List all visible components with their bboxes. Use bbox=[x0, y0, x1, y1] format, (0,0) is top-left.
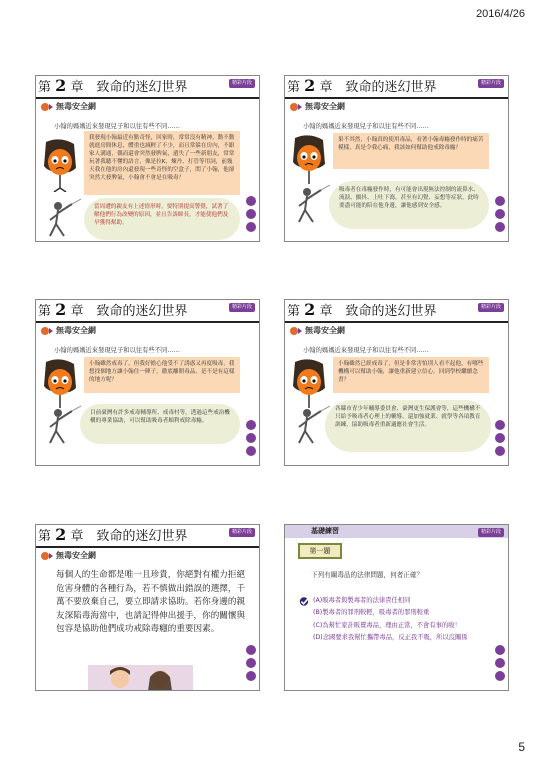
nav-home-button[interactable] bbox=[246, 446, 256, 456]
question-label: 第一題 bbox=[298, 543, 342, 559]
intro-text: 小翰的媽媽近來發現兒子和以往有些不同…… bbox=[303, 123, 429, 130]
option-a[interactable]: (A)販毒者與製毒者的法律責任相同 bbox=[299, 595, 499, 607]
nav-home-button[interactable] bbox=[495, 446, 505, 456]
nav-buttons bbox=[495, 645, 505, 684]
practice-header: 基礎練習 bbox=[285, 525, 508, 538]
chapter-heading: 第 2 章 致命的迷幻世界 bbox=[38, 300, 188, 319]
section-title: 無毒安全網 bbox=[40, 550, 96, 561]
nav-prev-button[interactable] bbox=[246, 420, 256, 430]
section-title: 無毒安全網 bbox=[289, 101, 345, 112]
slide-5 bbox=[35, 524, 260, 691]
section-title: 無毒安全網 bbox=[40, 325, 96, 336]
print-date: 2016/4/26 bbox=[476, 8, 525, 20]
advice-box: 當周遭的親友有上述情形時，要特別提高警覺，試著了解他們行為改變的原因，並且告訴師長，才能使他們及早獲得幫助。 bbox=[84, 198, 240, 240]
anti-drug-icon bbox=[289, 326, 303, 336]
advice-box: 目前臺灣有許多戒毒輔導所、戒毒村等，透過這些戒治機構的專業協助，可以幫助吸毒者順利戒除毒癮。 bbox=[80, 404, 240, 444]
mother-character-icon bbox=[289, 358, 329, 412]
closing-message: 每個人的生命都是唯一且珍貴，你絕對有權力拒絕危害身體的各種行為，若不慎做出錯誤的選擇，千萬不要放棄自己，要立即請求協助。若你身邊的親友深陷毒海當中，也請記得伸出援手，你的關懷與包容是協助他們成功戒除毒癮的重要因素。 bbox=[56, 570, 246, 634]
chapter-heading: 第 2 章 致命的迷幻世界 bbox=[38, 525, 188, 544]
nav-prev-button[interactable] bbox=[495, 645, 505, 655]
nav-next-button[interactable] bbox=[246, 209, 256, 219]
nav-next-button[interactable] bbox=[495, 209, 505, 219]
chapter-rule bbox=[285, 321, 508, 323]
fencer-icon bbox=[42, 198, 82, 238]
advice-box: 吸毒者在毒癮發作時，有可能會出現無法控制的流鼻水、流淚、顫抖、上吐下瀉，甚至有幻覺、妄想等症狀，此時要盡可能的陪在他身邊，讓他感到安全感。 bbox=[329, 181, 489, 229]
nav-buttons bbox=[246, 420, 256, 459]
highlight-badge: 精彩片段 bbox=[229, 303, 255, 312]
nav-next-button[interactable] bbox=[495, 658, 505, 668]
intro-text: 小翰的媽媽近來發現兒子和以往有些不同…… bbox=[54, 123, 180, 130]
question-text: 下列有關毒品的法律問題，何者正確？ bbox=[311, 571, 424, 579]
highlight-badge: 精彩片段 bbox=[229, 528, 255, 537]
nav-prev-button[interactable] bbox=[246, 645, 256, 655]
nav-prev-button[interactable] bbox=[495, 420, 505, 430]
chapter-heading: 第 2 章 致命的迷幻世界 bbox=[38, 76, 188, 95]
nav-buttons bbox=[246, 645, 256, 684]
chapter-heading: 第 2 章 致命的迷幻世界 bbox=[287, 76, 437, 95]
slide-3 bbox=[35, 299, 260, 466]
chapter-heading: 第 2 章 致命的迷幻世界 bbox=[287, 300, 437, 319]
nav-next-button[interactable] bbox=[246, 658, 256, 668]
nav-home-button[interactable] bbox=[495, 671, 505, 681]
highlight-badge: 精彩片段 bbox=[478, 528, 504, 537]
mother-speech-box: 我發現小翰最近有點奇怪，回家時，常常沒有精神，動不動就進房間休息，體重也減輕了不少，而且常躲在房內，不跟家人溝通，偶而還會突然發脾氣，遺失了一些新朋友，常常玩著我聽不懂的語言，像是拉K、煉丹、打管等用詞，前幾天我在他的房內還發現一些奇怪的空盒子，問了小翰，他卻突然大發脾氣，小翰會不會是在吸毒？ bbox=[84, 131, 240, 195]
section-title: 無毒安全網 bbox=[40, 101, 96, 112]
nav-prev-button[interactable] bbox=[246, 196, 256, 206]
nav-home-button[interactable] bbox=[246, 222, 256, 232]
highlight-badge: 精彩片段 bbox=[478, 303, 504, 312]
mother-character-icon bbox=[289, 134, 329, 188]
anti-drug-icon bbox=[40, 326, 54, 336]
highlight-badge: 精彩片段 bbox=[229, 79, 255, 88]
chapter-rule bbox=[36, 546, 259, 548]
answer-options bbox=[299, 595, 499, 645]
slide-6 bbox=[284, 524, 509, 691]
section-title: 無毒安全網 bbox=[289, 325, 345, 336]
slide-1 bbox=[35, 75, 260, 242]
intro-text: 小翰的媽媽近來發現兒子和以往有些不同…… bbox=[303, 347, 429, 354]
slide-4 bbox=[284, 299, 509, 466]
nav-prev-button[interactable] bbox=[495, 196, 505, 206]
anti-drug-icon bbox=[40, 102, 54, 112]
intro-text: 小翰的媽媽近來發現兒子和以往有些不同…… bbox=[54, 347, 180, 354]
mother-character-icon bbox=[40, 138, 80, 192]
nav-buttons bbox=[495, 420, 505, 459]
nav-home-button[interactable] bbox=[246, 671, 256, 681]
option-d[interactable]: (D)念國要求我幫忙攜帶毒品，反正我不吸，所以沒關係 bbox=[313, 634, 468, 642]
nav-buttons bbox=[246, 196, 256, 235]
mother-character-icon bbox=[40, 358, 80, 412]
mother-speech-box: 果不其然，小翰真的使用毒品，看著小翰毒癮發作時的痛苦模樣，真是令我心痛，我該如何幫助他戒除毒癮？ bbox=[333, 133, 489, 169]
chapter-rule bbox=[285, 97, 508, 99]
mother-speech-box: 小翰雖然戒毒了，但我好擔心他受不了誘惑又再度吸毒，我想找個地方讓小翰住一陣子，徹底離開毒品，是不是有這樣的地方呢？ bbox=[84, 357, 240, 393]
chapter-rule bbox=[36, 97, 259, 99]
anti-drug-icon bbox=[289, 102, 303, 112]
mother-speech-box: 小翰雖然已經戒毒了，但是非常害怕別人看不起他，有哪些機構可以幫助小翰，讓他重新建立信心，回到學校繼續念書？ bbox=[333, 357, 489, 393]
nav-next-button[interactable] bbox=[246, 433, 256, 443]
chapter-rule bbox=[36, 321, 259, 323]
slide-2 bbox=[284, 75, 509, 242]
nav-next-button[interactable] bbox=[495, 433, 505, 443]
highlight-badge: 精彩片段 bbox=[478, 79, 504, 88]
fencer-icon bbox=[291, 184, 331, 224]
check-mark-icon bbox=[299, 597, 310, 606]
nav-home-button[interactable] bbox=[495, 222, 505, 232]
fencer-icon bbox=[42, 405, 82, 445]
anti-drug-icon bbox=[40, 551, 54, 561]
advice-box: 各縣市青少年輔導委員會、臺灣更生保護會等，這些機構不只給予吸毒者心理上的輔導，還加強就業、就學等各項教育訓練，協助吸毒者重新適應社會生活。 bbox=[325, 400, 491, 452]
couple-illustration-icon bbox=[88, 665, 193, 691]
page-number: 5 bbox=[518, 740, 525, 754]
option-c[interactable]: (C)為幫忙家計販賣毒品，理由正當，不會有事的啦！ bbox=[313, 621, 461, 629]
nav-buttons bbox=[495, 196, 505, 235]
option-b[interactable]: (B)製毒者的罪刑較輕，吸毒者的罪刑較重 bbox=[313, 609, 430, 617]
